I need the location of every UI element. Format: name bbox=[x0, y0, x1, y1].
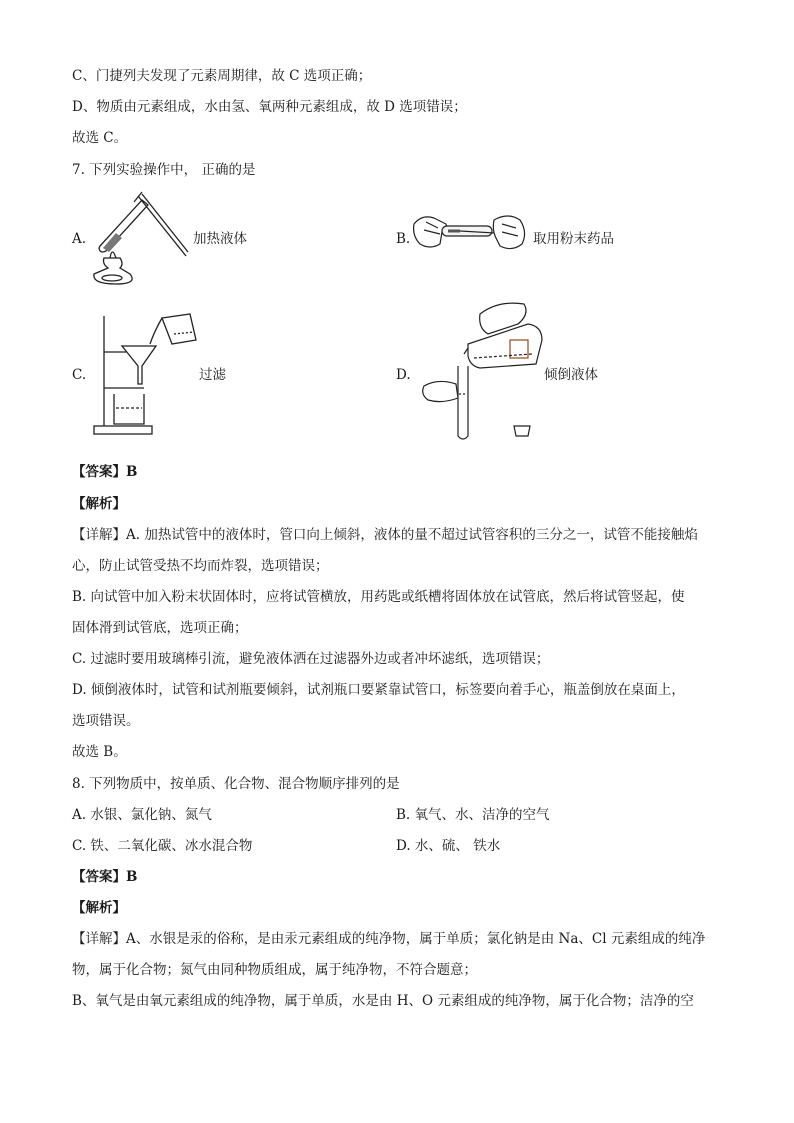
q8-detail-a-line2: 物，属于化合物；氮气由同种物质组成，属于纯净物，不符合题意； bbox=[72, 962, 477, 978]
q7-option-a-caption: 加热液体 bbox=[193, 231, 247, 247]
powder-taking-figure bbox=[412, 210, 530, 260]
q7-detail-d-line1: D. 倾倒液体时，试管和试剂瓶要倾斜，试剂瓶口要紧靠试管口，标签要向着手心，瓶盖倒放在桌面上， bbox=[72, 682, 685, 698]
q7-option-d-caption: 倾倒液体 bbox=[544, 367, 598, 383]
q8-option-c: C. 铁、二氧化碳、冰水混合物 bbox=[72, 838, 253, 854]
q7-option-c-letter: C. bbox=[72, 367, 87, 383]
q7-option-c-caption: 过滤 bbox=[199, 367, 226, 383]
q7-detail-b-line2: 固体滑到试管底，选项正确； bbox=[72, 620, 248, 636]
q8-option-a: A. 水银、氯化钠、氮气 bbox=[72, 807, 212, 823]
q7-detail-b-line1: B. 向试管中加入粉末状固体时，应将试管横放，用药匙或纸槽将固体放在试管底，然后将试管竖起，使 bbox=[72, 589, 685, 605]
q7-answer: 【答案】B bbox=[72, 464, 138, 480]
pouring-liquid-figure bbox=[418, 294, 548, 444]
q7-option-b-caption: 取用粉末药品 bbox=[533, 231, 614, 247]
heating-liquid-figure bbox=[90, 188, 190, 288]
q7-stem: 7. 下列实验操作中， 正确的是 bbox=[72, 162, 256, 178]
prev-option-d-text: D、物质由元素组成，水由氢、氧两种元素组成，故 D 选项错误； bbox=[72, 99, 467, 115]
q7-option-d-letter: D. bbox=[396, 367, 411, 383]
q7-detail-a-line1: 【详解】A. 加热试管中的液体时，管口向上倾斜，液体的量不超过试管容积的三分之一，试管不能接触焰 bbox=[72, 527, 698, 543]
q7-analysis-heading: 【解析】 bbox=[72, 496, 126, 512]
filtration-figure bbox=[92, 310, 198, 436]
q7-option-a-letter: A. bbox=[72, 231, 87, 247]
q7-option-b-letter: B. bbox=[396, 231, 411, 247]
prev-choose-text: 故选 C。 bbox=[72, 130, 128, 146]
q8-analysis-heading: 【解析】 bbox=[72, 900, 126, 916]
q8-detail-b-line1: B、氧气是由氧元素组成的纯净物，属于单质，水是由 H、O 元素组成的纯净物，属于化合物；洁净的空 bbox=[72, 993, 694, 1009]
q8-option-b: B. 氧气、水、洁净的空气 bbox=[396, 807, 550, 823]
q8-stem: 8. 下列物质中，按单质、化合物、混合物顺序排列的是 bbox=[72, 776, 400, 792]
prev-option-c-text: C、门捷列夫发现了元素周期律，故 C 选项正确； bbox=[72, 68, 372, 84]
q7-detail-d-line2: 选项错误。 bbox=[72, 713, 140, 729]
q7-detail-a-line2: 心，防止试管受热不均而炸裂，选项错误； bbox=[72, 558, 329, 574]
q8-answer: 【答案】B bbox=[72, 869, 138, 885]
q8-option-d: D. 水、硫、 铁水 bbox=[396, 838, 501, 854]
q8-detail-a-line1: 【详解】A、水银是汞的俗称，是由汞元素组成的纯净物，属于单质；氯化钠是由 Na、Cl 元素组成的纯净 bbox=[72, 931, 706, 947]
q7-choose-text: 故选 B。 bbox=[72, 744, 127, 760]
q7-detail-c: C. 过滤时要用玻璃棒引流，避免液体洒在过滤器外边或者冲坏滤纸，选项错误； bbox=[72, 651, 550, 667]
